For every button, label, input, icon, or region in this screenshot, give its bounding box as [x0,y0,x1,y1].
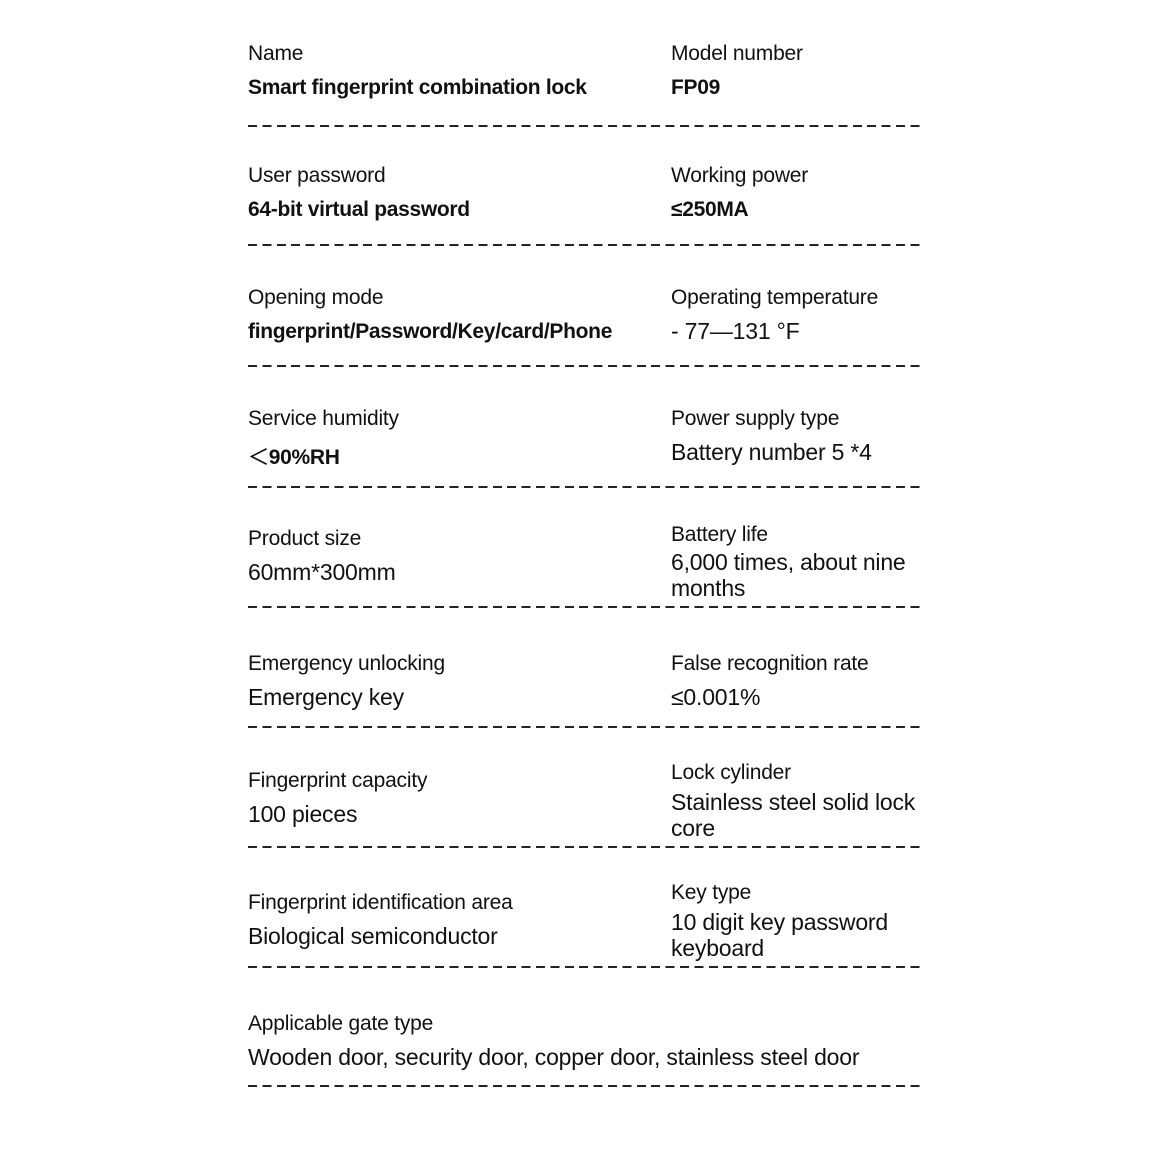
spec-value: 60mm*300mm [248,559,396,585]
spec-value: 6,000 times, about nine months [671,549,906,601]
spec-row-opening-temperature [248,284,920,404]
spec-label: Battery life [671,523,768,546]
spec-label: Fingerprint identification area [248,891,513,914]
spec-label: Power supply type [671,407,840,430]
spec-row-gate-type [248,1010,920,1130]
spec-value: - 77—131 °F [671,318,800,344]
spec-value: FP09 [671,76,720,99]
spec-value: fingerprint/Password/Key/card/Phone [248,320,613,343]
dashed-divider [248,486,920,488]
spec-label: Working power [671,164,809,187]
spec-value: ≤250MA [671,198,749,221]
dashed-divider [248,606,920,608]
spec-label: Key type [671,881,752,904]
spec-value: Emergency key [248,684,404,710]
spec-value: 10 digit key password keyboard [671,909,888,961]
spec-label: User password [248,164,386,187]
spec-row-identification-key-type [248,881,920,1001]
spec-value: Battery number 5 *4 [671,439,872,465]
spec-label: Model number [671,42,803,65]
spec-value: Wooden door, security door, copper door, stainless steel door [248,1044,860,1070]
spec-value: ≤0.001% [671,684,761,710]
spec-value: Biological semiconductor [248,923,498,949]
spec-row-size-battery-life [248,521,920,641]
spec-label: Applicable gate type [248,1012,434,1035]
spec-row-password-power [248,162,920,282]
spec-row-capacity-cylinder [248,761,920,881]
spec-row-name-model [248,40,920,160]
spec-label: False recognition rate [671,652,869,675]
dashed-divider [248,244,920,246]
dashed-divider [248,365,920,367]
dashed-divider [248,846,920,848]
spec-value: Smart fingerprint combination lock [248,76,587,99]
dashed-divider [248,726,920,728]
spec-value: 64-bit virtual password [248,198,470,221]
dashed-divider [248,1085,920,1087]
spec-label: Opening mode [248,286,384,309]
spec-label: Name [248,42,304,65]
spec-row-humidity-power-supply [248,405,920,525]
spec-label: Service humidity [248,407,399,430]
spec-label: Fingerprint capacity [248,769,428,792]
spec-value: Stainless steel solid lock core [671,789,916,841]
spec-value: ＜90%RH [248,446,340,469]
spec-row-emergency-false-recognition [248,650,920,770]
spec-label: Operating temperature [671,286,879,309]
spec-label: Product size [248,527,362,550]
spec-label: Emergency unlocking [248,652,445,675]
spec-value: 100 pieces [248,801,358,827]
dashed-divider [248,966,920,968]
spec-label: Lock cylinder [671,761,791,784]
dashed-divider [248,125,920,127]
